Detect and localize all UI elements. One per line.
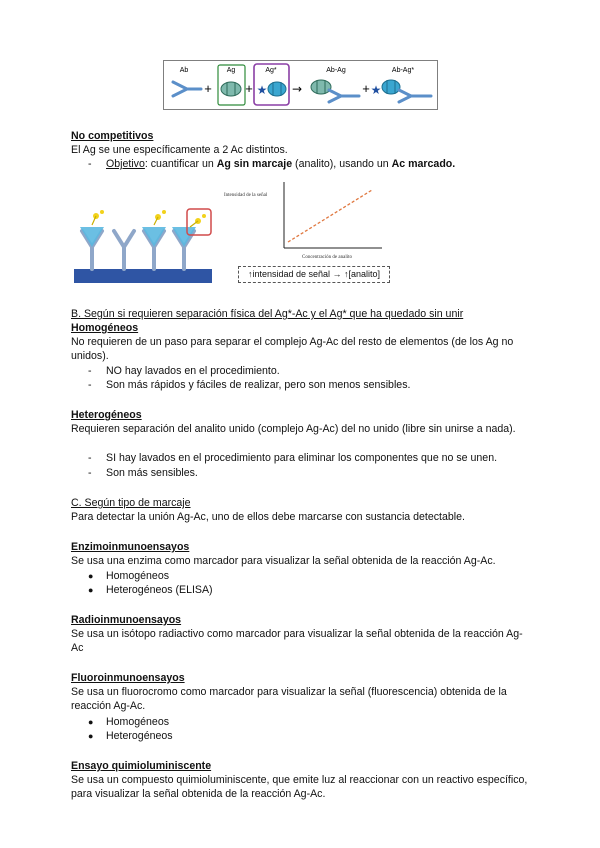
objetivo-bold-2: Ac marcado. — [391, 158, 456, 170]
heterogeneos-item-1-text: SI hay lavados en el procedimiento para eliminar los componentes que no se unen. — [106, 452, 498, 464]
graph-caption: ↑intensidad de señal → ↑[analito] — [238, 266, 390, 283]
fluoro-item-2: ● Heterogéneos — [88, 730, 173, 742]
quimio-text: Se usa un compuesto quimioluminiscente, que emite luz al reaccionar con un reactivo específico, para visualizar la señal obtenida de la reacción Ag-Ac. — [71, 774, 528, 801]
star-icon: ★ — [256, 83, 268, 97]
homogeneos-item-2: - Son más rápidos y fáciles de realizar, pero son menos sensibles. — [88, 379, 411, 391]
heterogeneos-item-2-text: Son más sensibles. — [106, 467, 198, 479]
fluoro-text: Se usa un fluorocromo como marcador para visualizar la señal (fluorescencia) obtenida de la reacción Ag-Ac. — [71, 686, 507, 713]
solid-surface — [74, 269, 212, 283]
antibody-surface-illustration — [72, 207, 222, 290]
heterogeneos-text: Requieren separación del analito unido (complejo Ag-Ac) del no unido (libre sin unirse a nada). — [71, 423, 516, 435]
label-abagstar: Ab-Ag* — [391, 67, 415, 74]
labeled-antigen-icon — [257, 82, 286, 97]
fluoro-item-1-text: Homogéneos — [106, 716, 170, 728]
antigen-icon — [221, 82, 241, 96]
graph-ylabel: Intensidad de la señal — [224, 193, 268, 198]
section-c-title: C. Según tipo de marcaje — [71, 497, 191, 509]
heading-quimioluminiscente: Ensayo quimioluminiscente — [71, 760, 212, 772]
homogeneos-item-1-text: NO hay lavados en el procedimiento. — [106, 365, 280, 377]
no-competitivos-line1: El Ag se une específicamente a 2 Ac distintos. — [71, 144, 288, 156]
heading-no-competitivos: No competitivos — [71, 130, 154, 142]
svg-text:+: + — [245, 81, 253, 96]
enzimo-item-1: ● Homogéneos — [88, 570, 170, 582]
objetivo-item: - Objetivo: cuantificar un Ag sin marcaje (analito), usando un Ac marcado. — [88, 158, 456, 170]
graph-trend-line — [288, 190, 372, 242]
heading-homogeneos: Homogéneos — [71, 322, 139, 334]
fluoro-item-1: ● Homogéneos — [88, 716, 170, 728]
enzimo-item-2: ● Heterogéneos (ELISA) — [88, 584, 213, 596]
star-icon: ★ — [370, 83, 382, 97]
objetivo-label: Objetivo — [106, 158, 145, 170]
label-abag: Ab-Ag — [326, 67, 346, 74]
label-ag: Ag — [226, 67, 236, 74]
objetivo-text-1: : cuantificar un — [144, 158, 217, 170]
section-b-title: B. Según si requieren separación física del Ag*-Ac y el Ag* que ha quedado sin unir — [71, 308, 464, 320]
radio-text: Se usa un isótopo radiactivo como marcador para visualizar la señal obtenida de la reacción Ag-Ac — [71, 628, 523, 655]
heading-heterogeneos: Heterogéneos — [71, 409, 142, 421]
section-c-intro: Para detectar la unión Ag-Ac, uno de ellos debe marcarse con sustancia detectable. — [71, 511, 465, 523]
heading-fluoroinmunoensayos: Fluoroinmunoensayos — [71, 672, 185, 684]
label-agstar: Ag* — [265, 67, 277, 74]
enzimo-item-2-text: Heterogéneos (ELISA) — [106, 584, 213, 596]
heading-radioinmunoensayos: Radioinmunoensayos — [71, 614, 182, 626]
svg-text:+: + — [362, 81, 370, 96]
label-ab: Ab — [179, 67, 189, 74]
heterogeneos-item-2: - Son más sensibles. — [88, 467, 198, 479]
objetivo-bold-1: Ag sin marcaje — [216, 158, 293, 170]
reaction-figure — [163, 60, 438, 110]
homogeneos-text: No requieren de un paso para separar el complejo Ag-Ac del resto de elementos (de los Ag no unidos). — [71, 336, 514, 363]
heading-enzimoinmunoensayos: Enzimoinmunoensayos — [71, 541, 190, 553]
homogeneos-item-2-text: Son más rápidos y fáciles de realizar, pero son menos sensibles. — [106, 379, 411, 391]
enzimo-text: Se usa una enzima como marcador para visualizar la señal obtenida de la reacción Ag-Ac. — [71, 555, 496, 567]
graph-xlabel: Concentración de analito — [302, 255, 352, 260]
homogeneos-item-1: - NO hay lavados en el procedimiento. — [88, 365, 280, 377]
heterogeneos-item-1: - SI hay lavados en el procedimiento para eliminar los componentes que no se unen. — [88, 452, 498, 464]
svg-text:+: + — [204, 81, 212, 96]
fluoro-item-2-text: Heterogéneos — [106, 730, 173, 742]
svg-text:→: → — [291, 82, 303, 96]
enzimo-item-1-text: Homogéneos — [106, 570, 170, 582]
objetivo-text-2: (analito), usando un — [292, 158, 392, 170]
